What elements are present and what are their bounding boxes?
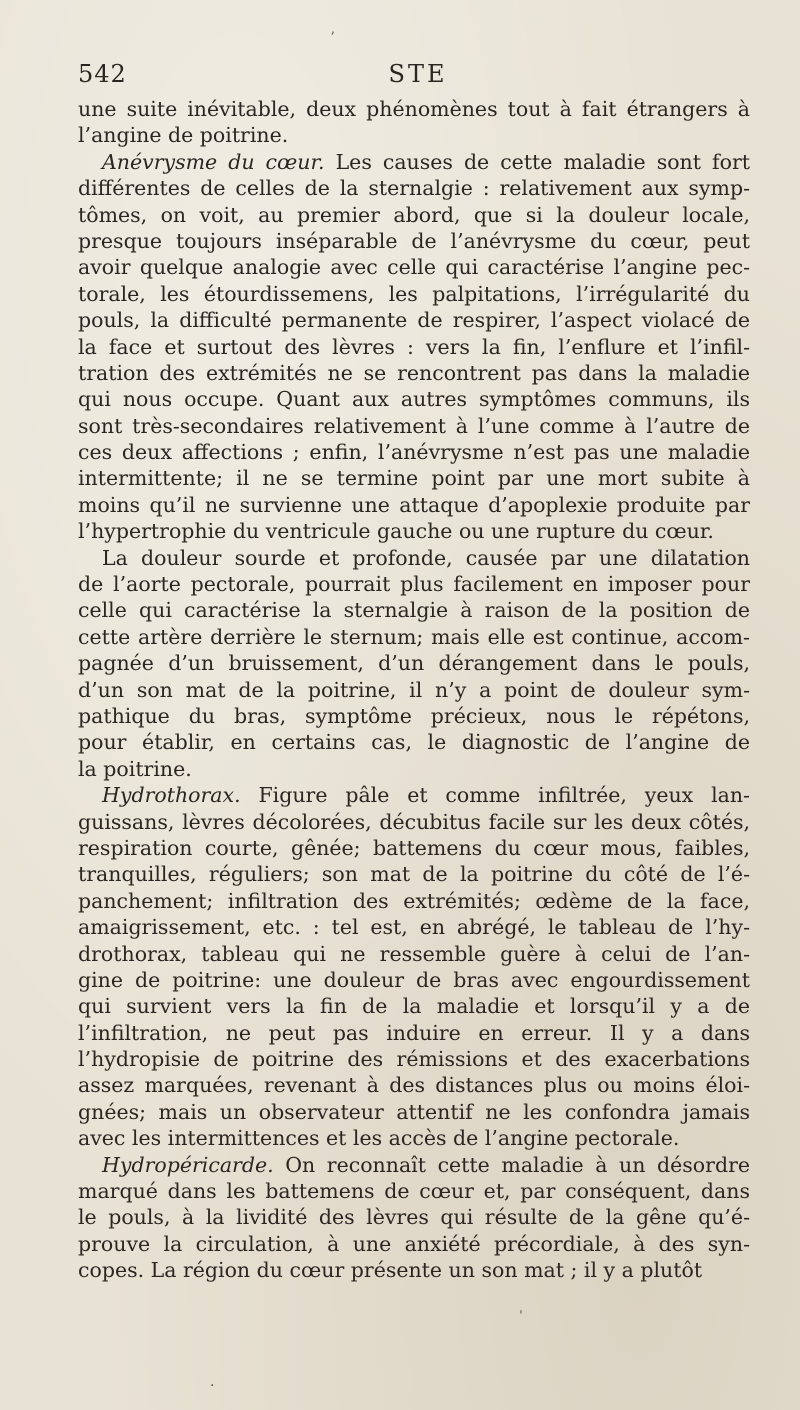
line-text: l’angine de poitrine. [78,123,289,148]
text-line [78,1152,750,1178]
text-line [78,360,750,386]
section-heading: Hydropéricarde. [102,1152,274,1177]
line-text: de l’aorte pectorale, pourrait plus facilement en imposer pour [78,572,750,597]
text-line [78,888,750,914]
line-text: pouls, la difficulté permanente de respirer, l’aspect violacé de [78,308,750,333]
page-header [78,60,758,94]
text-line [78,1125,750,1151]
line-text: gnées; mais un observateur attentif ne les confondra jamais [78,1099,750,1124]
line-text: respiration courte, gênée; battemens du cœur mous, faibles, [78,835,750,860]
line-text: l’infiltration, ne peut pas induire en erreur. Il y a dans [78,1020,750,1045]
line-text: pour établir, en certains cas, le diagnostic de l’angine de [78,730,750,755]
line-text: sont très-secondaires relativement à l’une comme à l’autre de [78,413,750,438]
line-text: l’hypertrophie du ventricule gauche ou une rupture du cœur. [78,519,714,544]
text-line [78,729,750,755]
text-line [78,413,750,439]
line-text: pagnée d’un bruissement, d’un dérangement dans le pouls, [78,651,750,676]
line-text: presque toujours inséparable de l’anévrysme du cœur, peut [78,228,750,253]
line-text: marqué dans les battemens de cœur et, par conséquent, dans [78,1179,750,1204]
line-text: moins qu’il ne survienne une attaque d’apoplexie produite par [78,492,750,517]
line-text: qui nous occupe. Quant aux autres symptômes communs, ils [78,387,750,412]
line-text: ces deux affections ; enfin, l’anévrysme n’est pas une maladie [78,440,750,465]
line-text: panchement; infiltration des extrémités; œdème de la face, [78,888,750,913]
text-line [78,492,750,518]
text-line [78,386,750,412]
text-line [78,122,750,148]
text-line [78,175,750,201]
text-line [78,650,750,676]
line-text: assez marquées, revenant à des distances plus ou moins éloi- [78,1073,750,1098]
text-line [78,202,750,228]
line-text: Figure pâle et comme infiltrée, yeux lan- [240,783,750,808]
text-line [78,571,750,597]
line-text: prouve la circulation, à une anxiété précordiale, à des syn- [78,1231,750,1256]
line-text: La douleur sourde et profonde, causée par une dilatation [102,545,750,570]
text-line [78,334,750,360]
text-line [78,677,750,703]
section-heading: Anévrysme du cœur. [102,149,325,174]
text-line [78,756,750,782]
text-line [78,1020,750,1046]
line-text: qui survient vers la fin de la maladie et lorsqu’il y a de [78,994,750,1019]
text-line [78,861,750,887]
text-line [78,993,750,1019]
text-line [78,1046,750,1072]
line-text: guissans, lèvres décolorées, décubitus facile sur les deux côtés, [78,809,750,834]
running-head: STE [388,60,448,88]
line-text: d’un son mat de la poitrine, il n’y a point de douleur sym- [78,677,750,702]
line-text: celle qui caractérise la sternalgie à raison de la position de [78,598,750,623]
text-line [78,545,750,571]
text-line [78,941,750,967]
line-text: On reconnaît cette maladie à un désordre [273,1152,750,1177]
text-line [78,439,750,465]
line-text: pathique du bras, symptôme précieux, nous le répétons, [78,703,750,728]
line-text: intermittente; il ne se termine point par une mort subite à [78,466,750,491]
line-text: différentes de celles de la sternalgie : relativement aux symp- [78,176,750,201]
text-line [78,1099,750,1125]
line-text: avoir quelque analogie avec celle qui caractérise l’angine pec- [78,255,750,280]
line-text: cette artère derrière le sternum; mais elle est continue, accom- [78,624,750,649]
line-text: gine de poitrine: une douleur de bras avec engourdissement [78,967,750,992]
text-line [78,1257,750,1283]
text-line [78,1231,750,1257]
line-text: copes. La région du cœur présente un son mat ; il y a plutôt [78,1258,703,1283]
text-line [78,1072,750,1098]
book-page: 542 STE une suite inévitable, deux phénomènes tout à fait étrangers à l’angine de poitrine. Anévrysme du cœur. Les causes de cette maladie sont fort différentes de celles de la sternalgie : relativement aux symp- tômes, on voit, au premier abord, que si la douleur locale, presque toujours inséparable de l’anévrysme du cœur, peut avoir quelque analogie avec celle qui caractérise l’angine pec- torale, les étourdissemens, les palpitations, l’irrégularité du pouls, la difficulté permanente de respirer, l’aspect violacé de la face et surtout des lèvres : vers la fin, l’enflure et l’infil- tration des extrémités ne se rencontrent pas dans la maladie qui nous occupe. Quant aux autres symptômes communs, ils sont très-secondaires relativement à l’une comme à l’autre de ces deux affections ; enfin, l’anévrysme n’est pas une maladie intermittente; il ne se termine point par une mort subite à moins qu’il ne survienne une attaque d’apoplexie produite par l’hypertrophie du ventricule gauche ou une rupture du cœur. La douleur sourde et profonde, causée par une dilatation de l’aorte pectorale, pourrait plus facilement en imposer pour celle qui caractérise la sternalgie à raison de la position de cette artère derrière le sternum; mais elle est continue, accom- pagnée d’un bruissement, d’un dérangement dans le pouls, d’un son mat de la poitrine, il n’y a point de douleur sym- pathique du bras, symptôme précieux, nous le répétons, pour établir, en certains cas, le diagnostic de l’angine de la poitrine. Hydrothorax. Figure pâle et comme infiltrée, yeux lan- guissans, lèvres décolorées, décubitus facile sur les deux côtés, respiration courte, gênée; battemens du cœur mous, faibles, tranquilles, réguliers; son mat de la poitrine du côté de l’é- panchement; infiltration des extrémités; œdème de la face, amaigrissement, etc. : tel est, en abrégé, le tableau de l’hy- drothorax, tableau qui ne ressemble guère à celui de l’an- gine de poitrine: une douleur de bras avec engourdissement qui survient vers la fin de la maladie et lorsqu’il y a de l’infiltration, ne peut pas induire en erreur. Il y a dans l’hydropisie de poitrine des rémissions et des exacerbations assez marquées, revenant à des distances plus ou moins éloi- gnées; mais un observateur attentif ne les confondra jamais avec les intermittences et les accès de l’angine pectorale. Hydropéricarde. On reconnaît cette maladie à un désordre marqué dans les battemens de cœur et, par conséquent, dans le pouls, à la lividité des lèvres qui résulte de la gêne qu’é- prouve la circulation, à une anxiété précordiale, à des syn- copes. La région du cœur présente un son mat ; il y a plutôt ʼ ˌ · [0,0,800,1410]
section-heading: Hydrothorax. [102,783,241,808]
text-line [78,835,750,861]
text-line [78,703,750,729]
line-text: l’hydropisie de poitrine des rémissions et des exacerbations [78,1047,750,1072]
text-line [78,518,750,544]
text-line [78,782,750,808]
text-line [78,465,750,491]
line-text: torale, les étourdissemens, les palpitations, l’irrégularité du [78,281,750,306]
text-line [78,1178,750,1204]
text-line [78,149,750,175]
line-text: avec les intermittences et les accès de l’angine pectorale. [78,1126,680,1151]
line-text: Les causes de cette maladie sont fort [324,149,750,174]
text-line [78,1204,750,1230]
line-text: tômes, on voit, au premier abord, que si la douleur locale, [78,202,750,227]
page-number: 542 [78,60,127,88]
text-line [78,624,750,650]
line-text: tration des extrémités ne se rencontrent pas dans la maladie [78,360,750,385]
line-text: la poitrine. [78,756,192,781]
text-line [78,228,750,254]
text-line [78,96,750,122]
line-text: le pouls, à la lividité des lèvres qui résulte de la gêne qu’é- [78,1205,750,1230]
line-text: tranquilles, réguliers; son mat de la poitrine du côté de l’é- [78,862,750,887]
text-line [78,967,750,993]
text-line [78,597,750,623]
body-text [78,96,750,1284]
text-line [78,281,750,307]
line-text: amaigrissement, etc. : tel est, en abrégé, le tableau de l’hy- [78,915,750,940]
line-text: drothorax, tableau qui ne ressemble guère à celui de l’an- [78,941,750,966]
line-text: la face et surtout des lèvres : vers la fin, l’enflure et l’infil- [78,334,750,359]
line-text: une suite inévitable, deux phénomènes tout à fait étrangers à [78,97,750,121]
text-line [78,914,750,940]
text-line [78,809,750,835]
text-line [78,307,750,333]
text-line [78,254,750,280]
